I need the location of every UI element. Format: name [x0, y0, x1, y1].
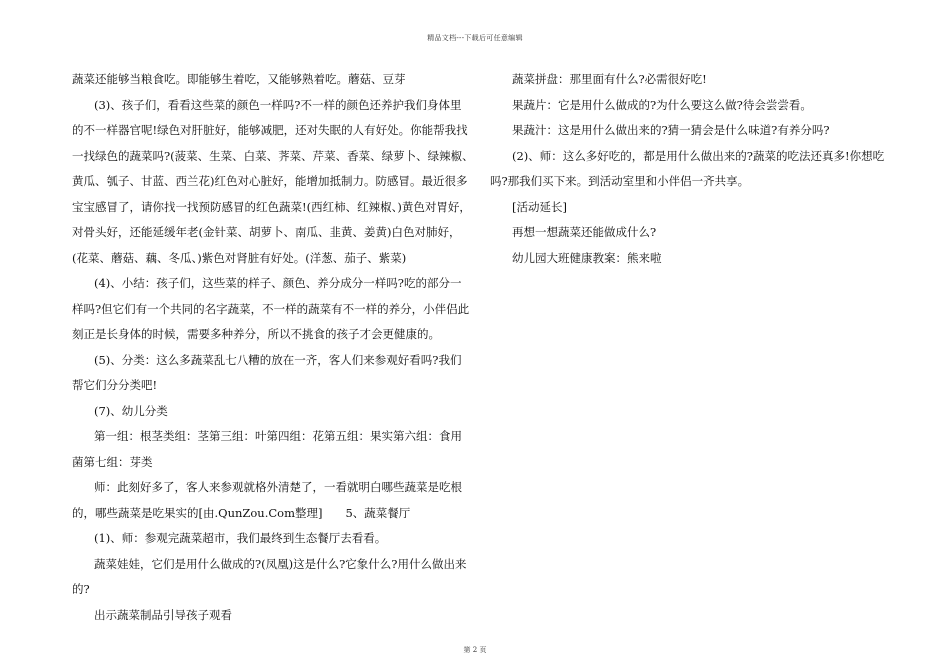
text-line: (2)、师：这么多好吃的，都是用什么做出来的?蔬菜的吃法还真多!你想吃: [512, 148, 885, 163]
text-line: 黄瓜、瓠子、甘蓝、西兰花)红色对心脏好，能增加抵制力。防感冒。最近很多: [72, 174, 468, 188]
text-line: 对骨头好，还能延缓年老(金针菜、胡萝卜、南瓜、韭黄、姜黄)白色对肺好，: [72, 225, 461, 239]
text-line: [活动延长]: [512, 199, 567, 214]
text-line: 的不一样器官呢!绿色对肝脏好，能够减肥，还对失眠的人有好处。你能帮我找: [72, 123, 468, 137]
text-line: 帮它们分分类吧!: [72, 378, 158, 392]
text-line: 蔬菜还能够当粮食吃。即能够生着吃，又能够熟着吃。蘑菇、豆芽: [72, 72, 406, 86]
text-line: 菌第七组：芽类: [72, 454, 153, 469]
text-line: 宝宝感冒了，请你找一找预防感冒的红色蔬菜!(西红柿、红辣椒、)黄色对胃好，: [72, 199, 471, 214]
text-line: 样吗?但它们有一个共同的名字蔬菜，不一样的蔬菜有不一样的养分，小伴侣此: [72, 301, 470, 316]
text-line: 师：此刻好多了，客人来参观就格外清楚了，一看就明白哪些蔬菜是吃根: [94, 480, 462, 494]
text-line: 吗?那我们买下来。到活动室里和小伴侣一齐共享。: [490, 174, 750, 188]
text-line: (5)、分类：这么多蔬菜乱七八糟的放在一齐，客人们来参观好看吗?我们: [94, 352, 462, 367]
text-line: 刻正是长身体的时候，需要多种养分，所以不挑食的孩子才会更健康的。: [72, 327, 440, 341]
left-column: [72, 67, 474, 628]
text-line: (3)、孩子们，看看这些菜的颜色一样吗?不一样的颜色还养护我们身体里: [94, 97, 462, 112]
text-line: (1)、师：参观完蔬菜超市，我们最终到生态餐厅去看看。: [94, 531, 387, 545]
text-line: (4)、小结：孩子们，这些菜的样子、颜色、养分成分一样吗?吃的部分一: [94, 276, 462, 290]
right-column: [490, 67, 890, 271]
text-line: 的，哪些蔬菜是吃果实的[由.QunZou.Com整理] 5、蔬菜餐厅: [72, 505, 411, 520]
page-number: 第 2 页: [463, 646, 487, 654]
page-header: 精品文档---下载后可任意编辑: [427, 34, 523, 42]
text-line: 的?: [72, 582, 90, 596]
text-line: 第一组：根茎类组：茎第三组：叶第四组：花第五组：果实第六组：食用: [94, 429, 462, 443]
text-line: 蔬菜拼盘：那里面有什么?必需很好吃!: [512, 72, 707, 86]
text-line: 果蔬片：它是用什么做成的?为什么要这么做?待会尝尝看。: [512, 97, 812, 112]
text-line: (花菜、蘑菇、藕、冬瓜、)紫色对肾脏有好处。(洋葱、茄子、紫菜): [72, 250, 407, 265]
text-line: 蔬菜娃娃，它们是用什么做成的?(凤凰)这是什么?它象什么?用什么做出来: [94, 556, 467, 571]
text-line: 一找绿色的蔬菜吗?(菠菜、生菜、白菜、荠菜、芹菜、香菜、绿萝卜、绿辣椒、: [72, 148, 474, 163]
text-line: (7)、幼儿分类: [94, 403, 168, 418]
text-line: 果蔬汁：这是用什么做出来的?猜一猜会是什么味道?有养分吗?: [512, 123, 830, 137]
text-line: 幼儿园大班健康教案：熊来啦: [512, 250, 662, 265]
text-line: 再想一想蔬菜还能做成什么?: [512, 225, 657, 239]
text-line: 出示蔬菜制品引导孩子观看: [94, 607, 232, 622]
